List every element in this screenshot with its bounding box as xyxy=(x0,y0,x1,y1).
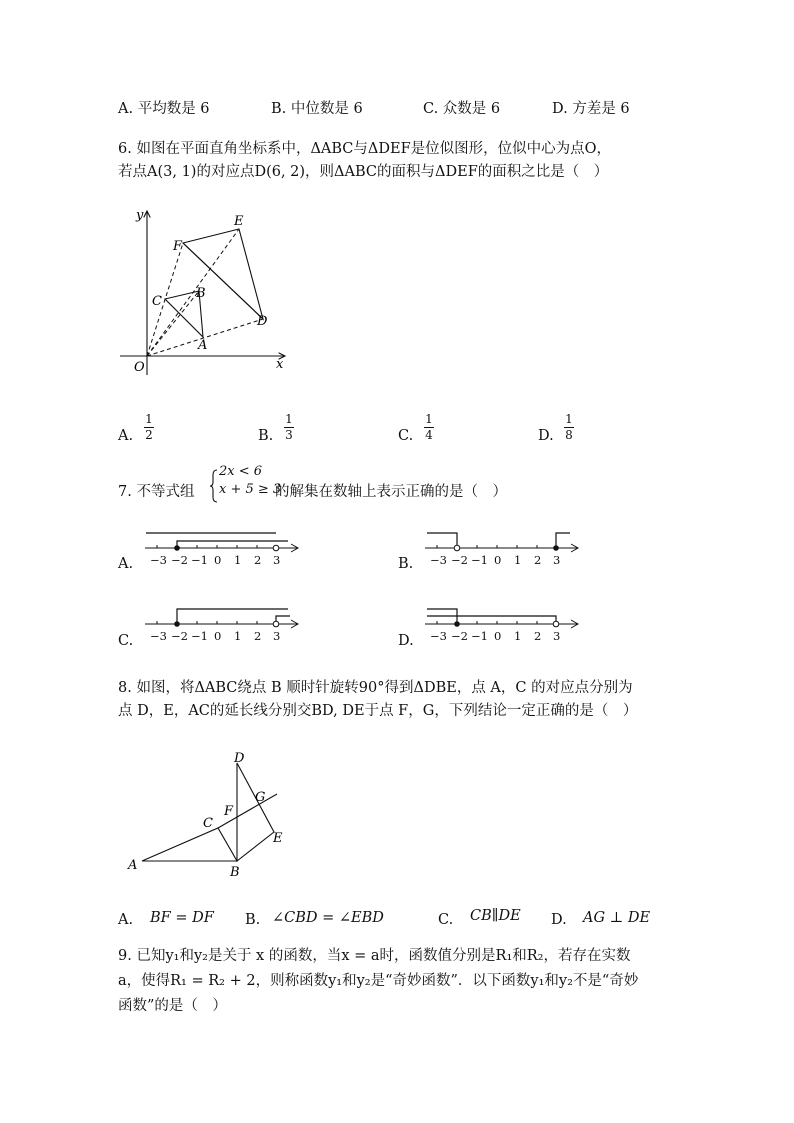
q6-figure xyxy=(115,205,295,380)
q7-option-d-label: D. xyxy=(398,633,414,649)
tick: −2 xyxy=(171,553,188,567)
q6-stem-line2: 若点A(3, 1)的对应点D(6, 2)，则ΔABC的面积与ΔDEF的面积之比是（ ） xyxy=(118,164,609,180)
q6-option-a-label: A. xyxy=(118,428,134,444)
tick: −2 xyxy=(451,629,468,643)
tick: 2 xyxy=(534,553,542,567)
label-d: D xyxy=(257,314,268,329)
q6-option-a-fraction xyxy=(144,413,154,442)
q7-option-c-label: C. xyxy=(118,633,134,649)
tick: 1 xyxy=(234,553,242,567)
q6-option-b-label: B. xyxy=(258,428,274,444)
tick: 0 xyxy=(214,629,222,643)
triangle-abc xyxy=(142,828,237,861)
label-b: B xyxy=(196,286,206,301)
q9-stem-line2: a，使得R₁ = R₂ + 2，则称函数y₁和y₂是“奇妙函数”．以下函数y₁和y₂不是“奇妙 xyxy=(118,973,639,989)
tick: −1 xyxy=(191,553,208,567)
label-f: F xyxy=(173,239,183,254)
brace-icon xyxy=(209,469,219,503)
label-d: D xyxy=(234,751,245,766)
tick: 0 xyxy=(214,553,222,567)
tick: 3 xyxy=(273,553,281,567)
q7-prefix: 7. 不等式组 xyxy=(118,484,195,500)
q7-numberline-c xyxy=(140,604,310,644)
q8-option-d-label: D. xyxy=(551,912,567,928)
q8-option-c-label: C. xyxy=(438,912,454,928)
q8-stem-line2: 点 D，E，AC的延长线分别交BD, DE于点 F，G，下列结论一定正确的是（ ） xyxy=(118,703,638,719)
q6-option-d-fraction xyxy=(564,413,574,442)
q5-option-d: D. 方差是 6 xyxy=(552,101,630,117)
tick: −3 xyxy=(430,553,447,567)
q8-stem-line1: 8. 如图，将ΔABC绕点 B 顺时针旋转90°得到ΔDBE，点 A，C 的对应点分别为 xyxy=(118,680,633,696)
q6-option-d-label: D. xyxy=(538,428,554,444)
q9-stem-line3: 函数”的是（ ） xyxy=(118,998,227,1014)
label-e: E xyxy=(273,831,283,846)
q6-option-c-fraction xyxy=(424,413,434,442)
q6-stem-line1: 6. 如图在平面直角坐标系中，ΔABC与ΔDEF是位似图形，位似中心为点O， xyxy=(118,141,612,157)
q7-inequality-2: x + 5 ≥ 3 xyxy=(219,482,282,497)
label-f: F xyxy=(224,804,234,819)
q7-inequality-1: 2x < 6 xyxy=(219,464,263,479)
denominator: 3 xyxy=(285,428,293,442)
q9-stem-line1: 9. 已知y₁和y₂是关于 x 的函数，当x = a时，函数值分别是R₁和R₂，若存在实数 xyxy=(118,948,631,964)
q7-numberline-d xyxy=(420,604,590,644)
label-a: A xyxy=(128,858,138,873)
q5-option-b: B. 中位数是 6 xyxy=(271,101,363,117)
tick: 0 xyxy=(494,553,502,567)
label-g: G xyxy=(255,790,266,805)
q8-option-b-label: B. xyxy=(245,912,261,928)
q8-option-b-text: ∠CBD = ∠EBD xyxy=(272,910,384,926)
tick: 1 xyxy=(514,629,522,643)
denominator: 2 xyxy=(145,428,153,442)
tick: 1 xyxy=(234,629,242,643)
q7-option-a-label: A. xyxy=(118,556,134,572)
tick: −1 xyxy=(471,553,488,567)
label-c: C xyxy=(152,294,162,309)
tick: −3 xyxy=(150,553,167,567)
tick: 1 xyxy=(514,553,522,567)
q8-option-a-text: BF = DF xyxy=(150,910,214,926)
tick: 3 xyxy=(553,553,561,567)
denominator: 8 xyxy=(565,428,573,442)
q6-option-c-label: C. xyxy=(398,428,414,444)
label-e: E xyxy=(234,214,244,229)
triangle-dbe xyxy=(237,763,274,861)
numerator: 1 xyxy=(145,412,153,426)
tick: −2 xyxy=(171,629,188,643)
q7-numberline-a xyxy=(140,528,310,568)
label-b: B xyxy=(230,865,240,880)
label-c: C xyxy=(203,816,213,831)
q8-option-c-text: CB∥DE xyxy=(470,908,521,924)
q7-suffix: 的解集在数轴上表示正确的是（ ） xyxy=(275,484,507,500)
tick: −1 xyxy=(471,629,488,643)
q7-numberline-b xyxy=(420,528,590,568)
denominator: 4 xyxy=(425,428,433,442)
tick: 2 xyxy=(254,629,262,643)
tick: −3 xyxy=(430,629,447,643)
tick: −2 xyxy=(451,553,468,567)
q5-option-c: C. 众数是 6 xyxy=(423,101,501,117)
numerator: 1 xyxy=(285,412,293,426)
tick: 2 xyxy=(534,629,542,643)
numerator: 1 xyxy=(425,412,433,426)
q7-option-b-label: B. xyxy=(398,556,414,572)
label-a: A xyxy=(198,338,208,353)
label-y: y xyxy=(136,208,144,223)
numerator: 1 xyxy=(565,412,573,426)
q8-option-a-label: A. xyxy=(118,912,134,928)
q6-option-b-fraction xyxy=(284,413,294,442)
tick: 2 xyxy=(254,553,262,567)
label-o: O xyxy=(134,360,145,375)
tick: 0 xyxy=(494,629,502,643)
q5-option-a: A. 平均数是 6 xyxy=(118,101,210,117)
q8-figure xyxy=(120,745,290,880)
tick: 3 xyxy=(553,629,561,643)
label-x: x xyxy=(276,357,284,372)
q8-option-d-text: AG ⊥ DE xyxy=(583,910,651,926)
tick: −3 xyxy=(150,629,167,643)
tick: −1 xyxy=(191,629,208,643)
tick: 3 xyxy=(273,629,281,643)
triangle-def xyxy=(183,229,263,319)
